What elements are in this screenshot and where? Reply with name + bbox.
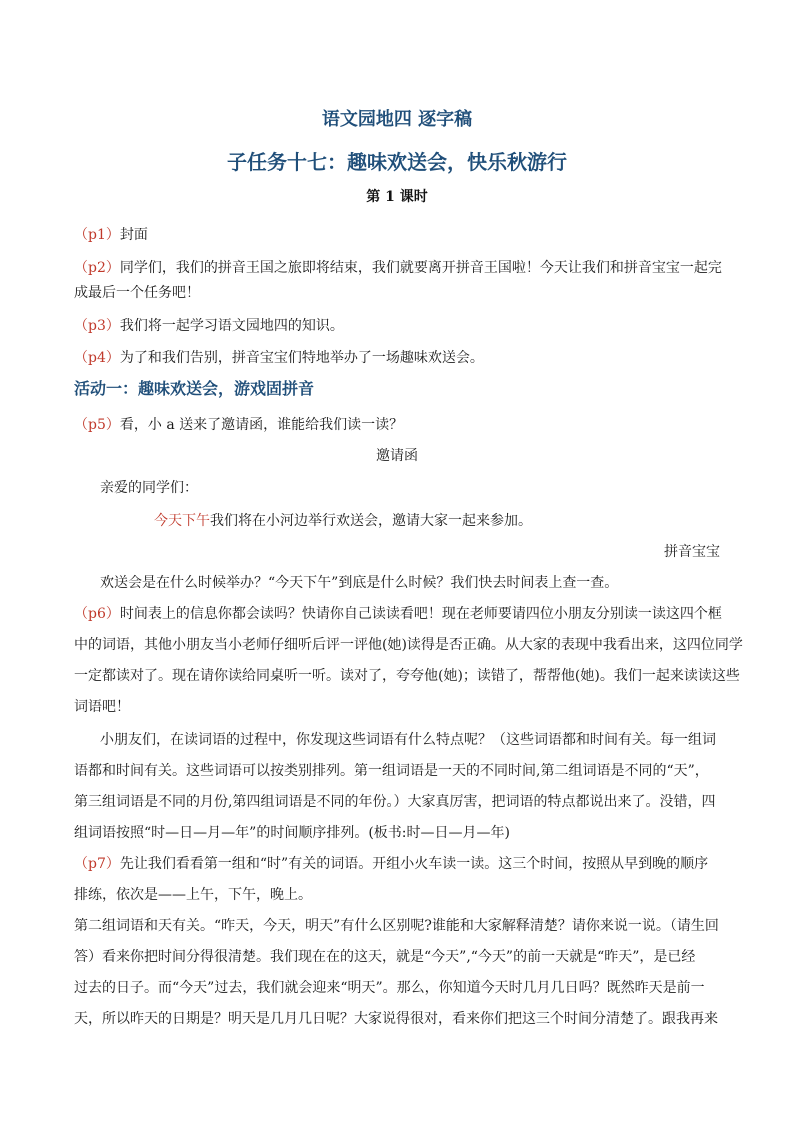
document-subtitle: 子任务十七：趣味欢送会，快乐秋游行 [227, 150, 567, 174]
paragraph-2-line4: 组词语按照“时—日—月—年”的时间顺序排列。(板书:时—日—月—年) [74, 825, 510, 841]
paragraph-3-line4: 天，所以昨天的日期是？明天是几月几日呢？大家说得很对，看来你们把这三个时间分清楚了。跟我再来 [74, 1011, 718, 1027]
invitation-greeting: 亲爱的同学们： [100, 480, 198, 496]
page-tag: （p4） [74, 350, 120, 366]
paragraph-2-line3: 第三组词语是不同的月份,第四组词语是不同的年份。）大家真厉害，把词语的特点都说出来了。没错，四 [74, 794, 716, 810]
paragraph-3-line3: 过去的日子。而“今天”过去，我们就会迎来“明天”。那么，你知道今天时几月几日吗？既然昨天是前一 [74, 980, 705, 996]
page-tag: （p2） [74, 260, 120, 276]
paragraph-p2-line2: 成最后一个任务吧！ [74, 285, 200, 301]
paragraph-p2-line1 [74, 257, 722, 277]
paragraph-text: 看，小 a 送来了邀请函，谁能给我们读一读？ [119, 417, 404, 433]
invitation-body [154, 510, 532, 530]
paragraph-text: 封面 [119, 227, 148, 243]
paragraph-text: 先让我们看看第一组和“时”有关的词语。开组小火车读一读。这三个时间，按照从早到晚的顺序 [119, 856, 709, 872]
paragraph-2-line2: 语都和时间有关。这些词语可以按类别排列。第一组词语是一天的不同时间,第二组词语是不同的“天”， [74, 763, 709, 779]
page-tag: （p6） [74, 606, 120, 622]
page-tag: （p3） [74, 318, 120, 334]
paragraph-p5 [74, 414, 403, 434]
paragraph-p7-line2: 排练，依次是——上午，下午，晚上。 [74, 887, 312, 903]
invitation-highlight: 今天下午 [154, 513, 210, 529]
invitation-title: 邀请函 [376, 448, 418, 464]
page-tag: （p5） [74, 417, 120, 433]
paragraph-p3 [74, 315, 344, 335]
paragraph-p4 [74, 347, 484, 367]
paragraph-3-line2: 答）看来你把时间分得很清楚。我们现在在的这天，就是“今天”,“今天”的前一天就是“昨天”，是已经 [74, 949, 696, 965]
invitation-text: 我们将在小河边举行欢送会，邀请大家一起来参加。 [210, 513, 532, 529]
paragraph-text: 时间表上的信息你都会读吗？快请你自己读读看吧！现在老师要请四位小朋友分别读一读这四个框 [119, 606, 722, 622]
paragraph-p6-line4: 词语吧！ [74, 699, 130, 715]
paragraph-p6-line1 [74, 603, 722, 623]
paragraph-p6-line2: 中的词语，其他小朋友当小老师仔细听后评一评他(她)读得是否正确。从大家的表现中我看出来，这四位同学 [74, 637, 743, 653]
paragraph-text: 我们将一起学习语文园地四的知识。 [119, 318, 344, 334]
paragraph-p1 [74, 224, 148, 244]
question-line: 欢送会是在什么时候举办？“今天下午”到底是什么时候？我们快去时间表上查一查。 [100, 575, 619, 591]
paragraph-p6-line3: 一定都读对了。现在请你读给同桌听一听。读对了，夸夸他(她)；读错了，帮帮他(她)。我们一起来读读这些 [74, 668, 740, 684]
paragraph-3-line1: 第二组词语和天有关。“昨天，今天，明天”有什么区别呢?谁能和大家解释清楚？请你来说一说。（请生回 [74, 918, 719, 934]
paragraph-2-line1: 小朋友们，在读词语的过程中，你发现这些词语有什么特点呢？（这些词语都和时间有关。每一组词 [100, 732, 716, 748]
paragraph-text: 为了和我们告别，拼音宝宝们特地举办了一场趣味欢送会。 [119, 350, 484, 366]
paragraph-text: 同学们，我们的拼音王国之旅即将结束，我们就要离开拼音王国啦！今天让我们和拼音宝宝一起完 [119, 260, 722, 276]
document-title: 语文园地四 逐字稿 [321, 109, 473, 130]
invitation-signature: 拼音宝宝 [664, 544, 720, 560]
activity-heading: 活动一：趣味欢送会，游戏固拼音 [74, 379, 315, 398]
lesson-label: 第 1 课时 [366, 189, 428, 205]
paragraph-p7-line1 [74, 853, 708, 873]
page-tag: （p7） [74, 856, 120, 872]
page-tag: （p1） [74, 227, 120, 243]
